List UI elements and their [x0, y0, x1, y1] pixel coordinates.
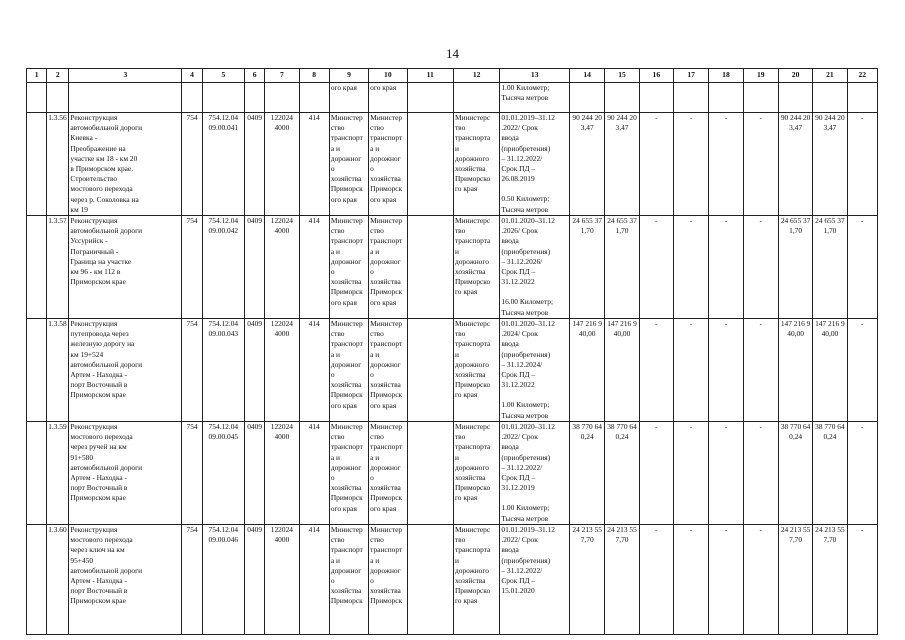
cell: 414	[299, 319, 329, 422]
header-cell: 8	[299, 69, 329, 83]
period-text: 01.01.2020–31.12 .2022/ Срок ввода (приобретения) – 31.12.2022/ Срок ПД – 31.12.2019	[501, 422, 555, 493]
capacity-text: 1.00 Километр; Тысяча метров	[501, 503, 550, 523]
cell: 24 213 55 7,70	[813, 525, 847, 635]
cell	[847, 83, 877, 113]
cell: 122024 4000	[265, 525, 299, 635]
capacity-text: 0.50 Километр; Тысяча метров	[501, 194, 550, 214]
cell: -	[639, 422, 673, 525]
header-cell: 22	[847, 69, 877, 83]
header-cell: 14	[570, 69, 605, 83]
cell: 90 244 20 3,47	[570, 113, 605, 216]
period-cell	[500, 216, 570, 319]
cell: -	[639, 216, 673, 319]
cell	[813, 83, 847, 113]
carryover-row	[27, 83, 878, 113]
header-cell: 1	[27, 69, 47, 83]
table-row	[27, 422, 878, 525]
cell: -	[639, 525, 673, 635]
table-row	[27, 319, 878, 422]
cell: 0409	[245, 113, 265, 216]
spacer	[501, 390, 568, 400]
cell: 754	[182, 113, 202, 216]
period-cell	[500, 319, 570, 422]
cell: 147 216 9 40,00	[813, 319, 847, 422]
cell	[453, 83, 499, 113]
cell: 24 655 37 1,70	[605, 216, 639, 319]
cell: -	[847, 216, 877, 319]
cell	[407, 216, 453, 319]
cell: Министер ство транспорт а и дорожног о хозяйства Приморск	[369, 525, 407, 635]
row-number: 1.3.60	[47, 525, 69, 635]
cell: 90 244 20 3,47	[813, 113, 847, 216]
period-text: 01.01.2020–31.12 .2026/ Срок ввода (приобретения) – 31.12.2026/ Срок ПД – 31.12.2022	[501, 216, 555, 287]
cell	[202, 83, 244, 113]
capacity-text: 1.00 Километр; Тысяча метров	[501, 400, 550, 420]
cell: 754	[182, 525, 202, 635]
cell: -	[847, 525, 877, 635]
cell: 754	[182, 319, 202, 422]
cell	[265, 83, 299, 113]
object-name: Реконструкция автомобильной дороги Киевка - Преображение на участке км 18 - км 20 в Приморском крае. Строительство мостового перехода через р. Соколовка на км 19	[69, 113, 182, 216]
object-name: Реконструкция автомобильной дороги Уссурийск - Пограничный - Граница на участке км 96 - км 112 в Приморском крае	[69, 216, 182, 319]
row-number: 1.3.59	[47, 422, 69, 525]
header-cell: 13	[500, 69, 570, 83]
cell: -	[709, 216, 743, 319]
cell: ого края	[329, 83, 368, 113]
header-cell: 17	[673, 69, 708, 83]
cell: -	[847, 113, 877, 216]
header-cell: 18	[709, 69, 743, 83]
cell: -	[673, 216, 708, 319]
period-cell	[500, 525, 570, 635]
cell: 414	[299, 422, 329, 525]
cell: -	[709, 525, 743, 635]
cell: 754	[182, 216, 202, 319]
cell: 0409	[245, 216, 265, 319]
cell	[709, 83, 743, 113]
cell: -	[743, 216, 778, 319]
cell: 147 216 9 40,00	[605, 319, 639, 422]
cell	[673, 83, 708, 113]
page-number: 14	[446, 46, 459, 61]
spacer	[501, 287, 568, 297]
header-cell: 16	[639, 69, 673, 83]
header-cell: 10	[369, 69, 407, 83]
cell: 122024 4000	[265, 216, 299, 319]
cell: Министер ство транспорт а и дорожног о хозяйства Приморск ого края	[329, 216, 368, 319]
cell: -	[743, 113, 778, 216]
cell: 1.00 Километр; Тысяча метров	[500, 83, 570, 113]
cell	[27, 525, 47, 635]
period-cell	[500, 422, 570, 525]
cell: -	[743, 422, 778, 525]
cell	[27, 422, 47, 525]
cell: 24 655 37 1,70	[570, 216, 605, 319]
cell: 754.12.04 09.00.043	[202, 319, 244, 422]
cell	[407, 525, 453, 635]
cell	[407, 113, 453, 216]
cell: 38 770 64 0,24	[778, 422, 812, 525]
cell: 24 213 55 7,70	[778, 525, 812, 635]
cell: Министер ство транспорт а и дорожног о хозяйства Приморск ого края	[329, 422, 368, 525]
cell: 754	[182, 422, 202, 525]
cell	[27, 113, 47, 216]
period-cell	[500, 113, 570, 216]
row-number: 1.3.56	[47, 113, 69, 216]
cell	[407, 319, 453, 422]
table-row	[27, 113, 878, 216]
cell: Министер ство транспорт а и дорожног о хозяйства Приморск ого края	[369, 216, 407, 319]
cell: Министер ство транспорт а и дорожног о хозяйства Приморск ого края	[369, 422, 407, 525]
spacer	[501, 184, 568, 194]
header-cell: 21	[813, 69, 847, 83]
header-cell: 6	[245, 69, 265, 83]
cell: Министер ство транспорт а и дорожног о хозяйства Приморск	[329, 525, 368, 635]
cell: 754.12.04 09.00.041	[202, 113, 244, 216]
cell: -	[743, 319, 778, 422]
cell: 147 216 9 40,00	[778, 319, 812, 422]
cell: ого края	[369, 83, 407, 113]
cell: -	[847, 319, 877, 422]
cell: 754.12.04 09.00.046	[202, 525, 244, 635]
cell: -	[847, 422, 877, 525]
header-cell: 20	[778, 69, 812, 83]
cell: 414	[299, 113, 329, 216]
cell: -	[639, 319, 673, 422]
cell: -	[639, 113, 673, 216]
spacer	[501, 596, 568, 606]
cell: 90 244 20 3,47	[605, 113, 639, 216]
cell: 24 213 55 7,70	[605, 525, 639, 635]
cell: 754.12.04 09.00.042	[202, 216, 244, 319]
cell: -	[673, 422, 708, 525]
cell	[245, 83, 265, 113]
cell: -	[673, 525, 708, 635]
cell: 24 213 55 7,70	[570, 525, 605, 635]
cell: Министер ство транспорт а и дорожног о хозяйства Приморск ого края	[329, 113, 368, 216]
cell: 414	[299, 525, 329, 635]
table-row	[27, 216, 878, 319]
cell	[639, 83, 673, 113]
cell	[570, 83, 605, 113]
header-cell: 15	[605, 69, 639, 83]
header-cell: 7	[265, 69, 299, 83]
cell: 90 244 20 3,47	[778, 113, 812, 216]
period-text: 01.01.2020–31.12 .2024/ Срок ввода (приобретения) – 31.12.2024/ Срок ПД – 31.12.2022	[501, 319, 555, 390]
cell: Министер ство транспорт а и дорожног о хозяйства Приморск ого края	[369, 113, 407, 216]
cell	[407, 83, 453, 113]
cell	[778, 83, 812, 113]
cell: 24 655 37 1,70	[813, 216, 847, 319]
header-cell: 11	[407, 69, 453, 83]
cell	[299, 83, 329, 113]
header-cell: 2	[47, 69, 69, 83]
cell: 0409	[245, 525, 265, 635]
period-text: 01.01.2019–31.12 .2022/ Срок ввода (приобретения) – 31.12.2022/ Срок ПД – 15.01.2020	[501, 525, 555, 596]
cell: 754.12.04 09.00.045	[202, 422, 244, 525]
cell	[27, 83, 47, 113]
capacity-text: 16.00 Километр; Тысяча метров	[501, 297, 554, 317]
object-name: Реконструкция мостового перехода через ручей на км 91+580 автомобильной дороги Артем - Находка - порт Восточный в Приморском крае	[69, 422, 182, 525]
header-cell: 5	[202, 69, 244, 83]
cell: 0409	[245, 319, 265, 422]
row-number: 1.3.57	[47, 216, 69, 319]
header-cell: 12	[453, 69, 499, 83]
header-cell: 19	[743, 69, 778, 83]
cell: 24 655 37 1,70	[778, 216, 812, 319]
cell: 38 770 64 0,24	[813, 422, 847, 525]
cell: -	[743, 525, 778, 635]
cell: 0409	[245, 422, 265, 525]
cell	[743, 83, 778, 113]
cell: Министерс тво транспорта и дорожного хозяйства Приморско го края	[453, 113, 499, 216]
row-number: 1.3.58	[47, 319, 69, 422]
cell: Министерс тво транспорта и дорожного хозяйства Приморско го края	[453, 422, 499, 525]
cell: Министер ство транспорт а и дорожног о хозяйства Приморск ого края	[369, 319, 407, 422]
cell	[27, 216, 47, 319]
cell	[182, 83, 202, 113]
cell: Министер ство транспорт а и дорожног о хозяйства Приморск ого края	[329, 319, 368, 422]
cell	[69, 83, 182, 113]
cell: 38 770 64 0,24	[605, 422, 639, 525]
cell: Министерс тво транспорта и дорожного хозяйства Приморско го края	[453, 525, 499, 635]
cell	[407, 422, 453, 525]
object-name: Реконструкция мостового перехода через ключ на км 95+450 автомобильной дороги Артем - Находка - порт Восточный в Приморском крае	[69, 525, 182, 635]
cell: 147 216 9 40,00	[570, 319, 605, 422]
cell: -	[709, 422, 743, 525]
cell: 38 770 64 0,24	[570, 422, 605, 525]
cell: -	[673, 113, 708, 216]
cell: 122024 4000	[265, 113, 299, 216]
spacer	[501, 493, 568, 503]
cell	[47, 83, 69, 113]
cell: Министерс тво транспорта и дорожного хозяйства Приморско го края	[453, 216, 499, 319]
header-row	[27, 69, 878, 83]
cell	[27, 319, 47, 422]
cell: 122024 4000	[265, 319, 299, 422]
cell: -	[709, 319, 743, 422]
cell: 122024 4000	[265, 422, 299, 525]
cell: 414	[299, 216, 329, 319]
cell: -	[709, 113, 743, 216]
cell	[605, 83, 639, 113]
cell: Министерс тво транспорта и дорожного хозяйства Приморско го края	[453, 319, 499, 422]
header-cell: 4	[182, 69, 202, 83]
cell: -	[673, 319, 708, 422]
header-cell: 9	[329, 69, 368, 83]
period-text: 01.01.2019–31.12 .2022/ Срок ввода (приобретения) – 31.12.2022/ Срок ПД – 26.08.2019	[501, 113, 555, 184]
header-cell: 3	[69, 69, 182, 83]
table-row	[27, 525, 878, 635]
object-name: Реконструкция путепровода через железную дорогу на км 19+524 автомобильной дороги Артем - Находка - порт Восточный в Приморском крае	[69, 319, 182, 422]
data-table	[26, 68, 878, 635]
